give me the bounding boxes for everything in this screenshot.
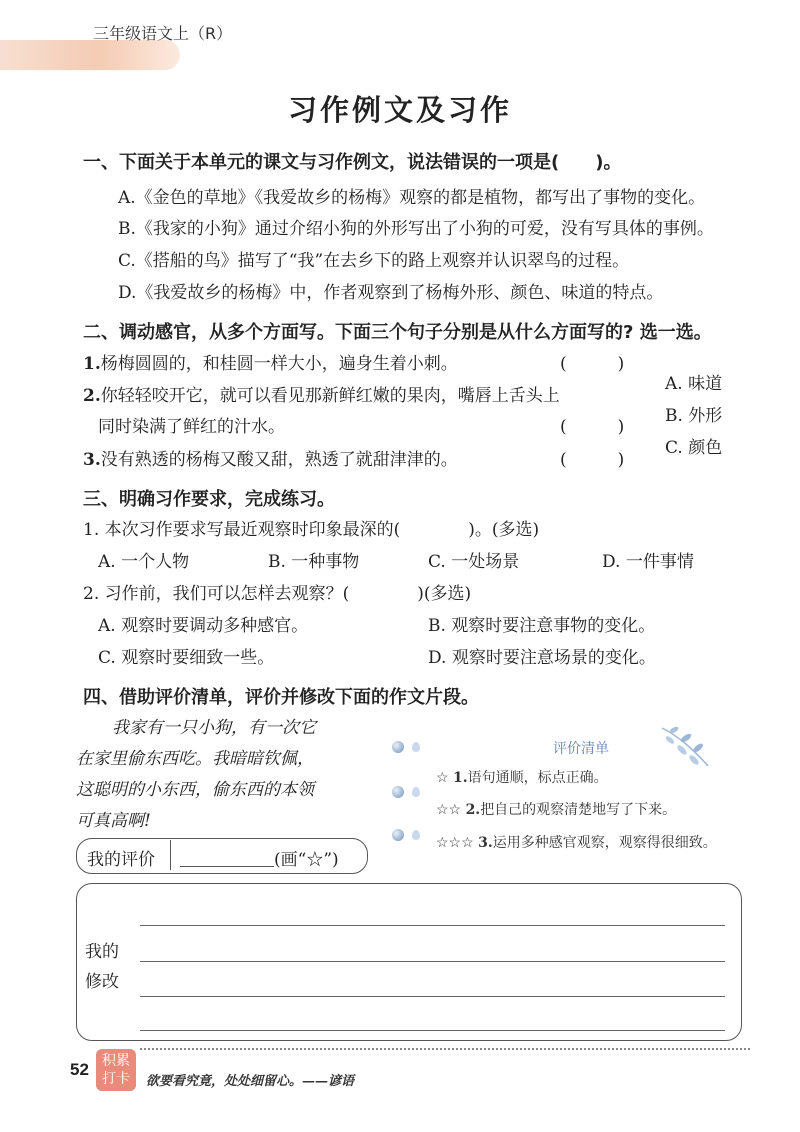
q1-option-d: D.《我爱故乡的杨梅》中，作者观察到了杨梅外形、颜色、味道的特点。	[118, 283, 664, 303]
q2-item-3-text: 没有熟透的杨梅又酸又甜，熟透了就甜津津的。	[100, 450, 458, 470]
footer-divider	[140, 1048, 750, 1050]
q2-item-1-num: 1.	[83, 354, 101, 374]
passage-line-3: 这聪明的小东西，偷东西的本领	[76, 780, 314, 800]
checklist-item-3	[436, 832, 717, 852]
my-rating-hint: (画“☆”)	[274, 850, 339, 870]
book-label: 三年级语文上（R）	[93, 24, 233, 43]
q2-item-3	[83, 445, 458, 470]
q2-item-2-answer[interactable]: ( )	[560, 417, 625, 437]
bubble-icon	[392, 741, 404, 753]
writing-line[interactable]	[140, 996, 725, 997]
my-revision-label-line-1: 我的	[85, 942, 119, 962]
bubble-icon	[412, 830, 420, 840]
bubble-icon	[412, 742, 420, 752]
rating-divider	[170, 840, 171, 870]
q2-item-2-num: 2.	[83, 386, 101, 406]
checklist-item-2	[436, 799, 676, 819]
passage-line-1: 我家有一只小狗，有一次它	[112, 718, 316, 738]
q3-sub2-option-c: C. 观察时要细致一些。	[98, 648, 275, 668]
q2-choice-a: A. 味道	[665, 374, 723, 394]
q3-sub2-option-a: A. 观察时要调动多种感官。	[98, 616, 309, 636]
q2-item-1-answer[interactable]: ( )	[560, 354, 625, 374]
q2-item-1-text: 杨梅圆圆的，和桂圆一样大小，遍身生着小刺。	[100, 354, 458, 374]
q3-sub2-option-b: B. 观察时要注意事物的变化。	[428, 616, 656, 636]
q1-option-c: C.《搭船的鸟》描写了“我”在去乡下的路上观察并认识翠鸟的过程。	[118, 251, 630, 271]
header-decoration	[0, 40, 180, 70]
q2-stem: 二、调动感官，从多个方面写。下面三个句子分别是从什么方面写的? 选一选。	[83, 322, 712, 343]
q4-stem: 四、借助评价清单，评价并修改下面的作文片段。	[83, 687, 479, 708]
q1-option-a: A.《金色的草地》《我爱故乡的杨梅》观察的都是植物，都写出了事物的变化。	[118, 188, 706, 208]
star-icon: ☆	[436, 770, 449, 786]
leaf-icon	[658, 722, 714, 770]
bubble-icon	[392, 829, 404, 841]
writing-line[interactable]	[140, 1030, 725, 1031]
q3-stem: 三、明确习作要求，完成练习。	[83, 489, 335, 510]
checklist-item-1-text: 语句通顺，标点正确。	[467, 770, 608, 786]
q2-item-3-answer[interactable]: ( )	[560, 450, 625, 470]
bubble-icon	[412, 787, 420, 797]
writing-line[interactable]	[140, 925, 725, 926]
q2-item-2	[83, 381, 560, 406]
q3-sub1: 1. 本次习作要求写最近观察时印象最深的( )。(多选)	[83, 520, 540, 540]
q3-sub2-option-d: D. 观察时要注意场景的变化。	[428, 648, 656, 668]
q2-item-3-num: 3.	[83, 450, 101, 470]
passage-line-2: 在家里偷东西吃。我暗暗钦佩，	[76, 749, 314, 769]
q3-sub1-option-a: A. 一个人物	[98, 552, 190, 572]
my-rating-label: 我的评价	[87, 850, 155, 870]
checklist-item-2-num: 2.	[465, 802, 481, 818]
accumulate-badge	[96, 1049, 136, 1091]
q2-choice-b: B. 外形	[665, 406, 723, 426]
q2-choice-c: C. 颜色	[665, 438, 723, 458]
writing-line[interactable]	[140, 961, 725, 962]
page-title: 习作例文及习作	[287, 93, 512, 127]
checklist-item-3-num: 3.	[478, 835, 493, 851]
q2-item-1	[83, 349, 458, 374]
q2-item-2-text: 你轻轻咬开它，就可以看见那新鲜红嫩的果肉，嘴唇上舌头上	[100, 386, 560, 406]
star-icon: ☆☆☆	[436, 835, 474, 851]
checklist-item-1-num: 1.	[453, 770, 468, 786]
badge-line-1: 积累	[102, 1053, 130, 1069]
q3-sub1-option-c: C. 一处场景	[428, 552, 520, 572]
q3-sub1-option-b: B. 一种事物	[268, 552, 360, 572]
checklist-item-3-text: 运用多种感官观察，观察得很细致。	[492, 835, 717, 851]
my-rating-blank[interactable]	[180, 866, 274, 867]
passage-line-4: 可真高啊!	[76, 811, 151, 831]
checklist-item-1	[436, 767, 608, 787]
star-icon: ☆☆	[436, 802, 462, 818]
q2-item-2-text-cont: 同时染满了鲜红的汁水。	[98, 417, 285, 437]
q3-sub1-option-d: D. 一件事情	[602, 552, 694, 572]
q3-sub2: 2. 习作前，我们可以怎样去观察？( )(多选)	[83, 584, 472, 604]
q1-option-b: B.《我家的小狗》通过介绍小狗的外形写出了小狗的可爱，没有写具体的事例。	[118, 219, 714, 239]
my-revision-label	[85, 937, 119, 997]
checklist-title: 评价清单	[553, 741, 609, 757]
footer-quote: 欲要看究竟，处处细留心。——谚语	[146, 1074, 355, 1089]
page-number: 52	[70, 1060, 89, 1079]
badge-line-2: 打卡	[102, 1071, 130, 1087]
q1-stem: 一、下面关于本单元的课文与习作例文，说法错误的一项是( )。	[83, 152, 622, 173]
checklist-item-2-text: 把自己的观察清楚地写了下来。	[480, 802, 677, 818]
bubble-icon	[392, 786, 404, 798]
my-revision-label-line-2: 修改	[85, 972, 119, 992]
essay-passage	[76, 713, 316, 837]
my-revision-box	[76, 883, 742, 1041]
